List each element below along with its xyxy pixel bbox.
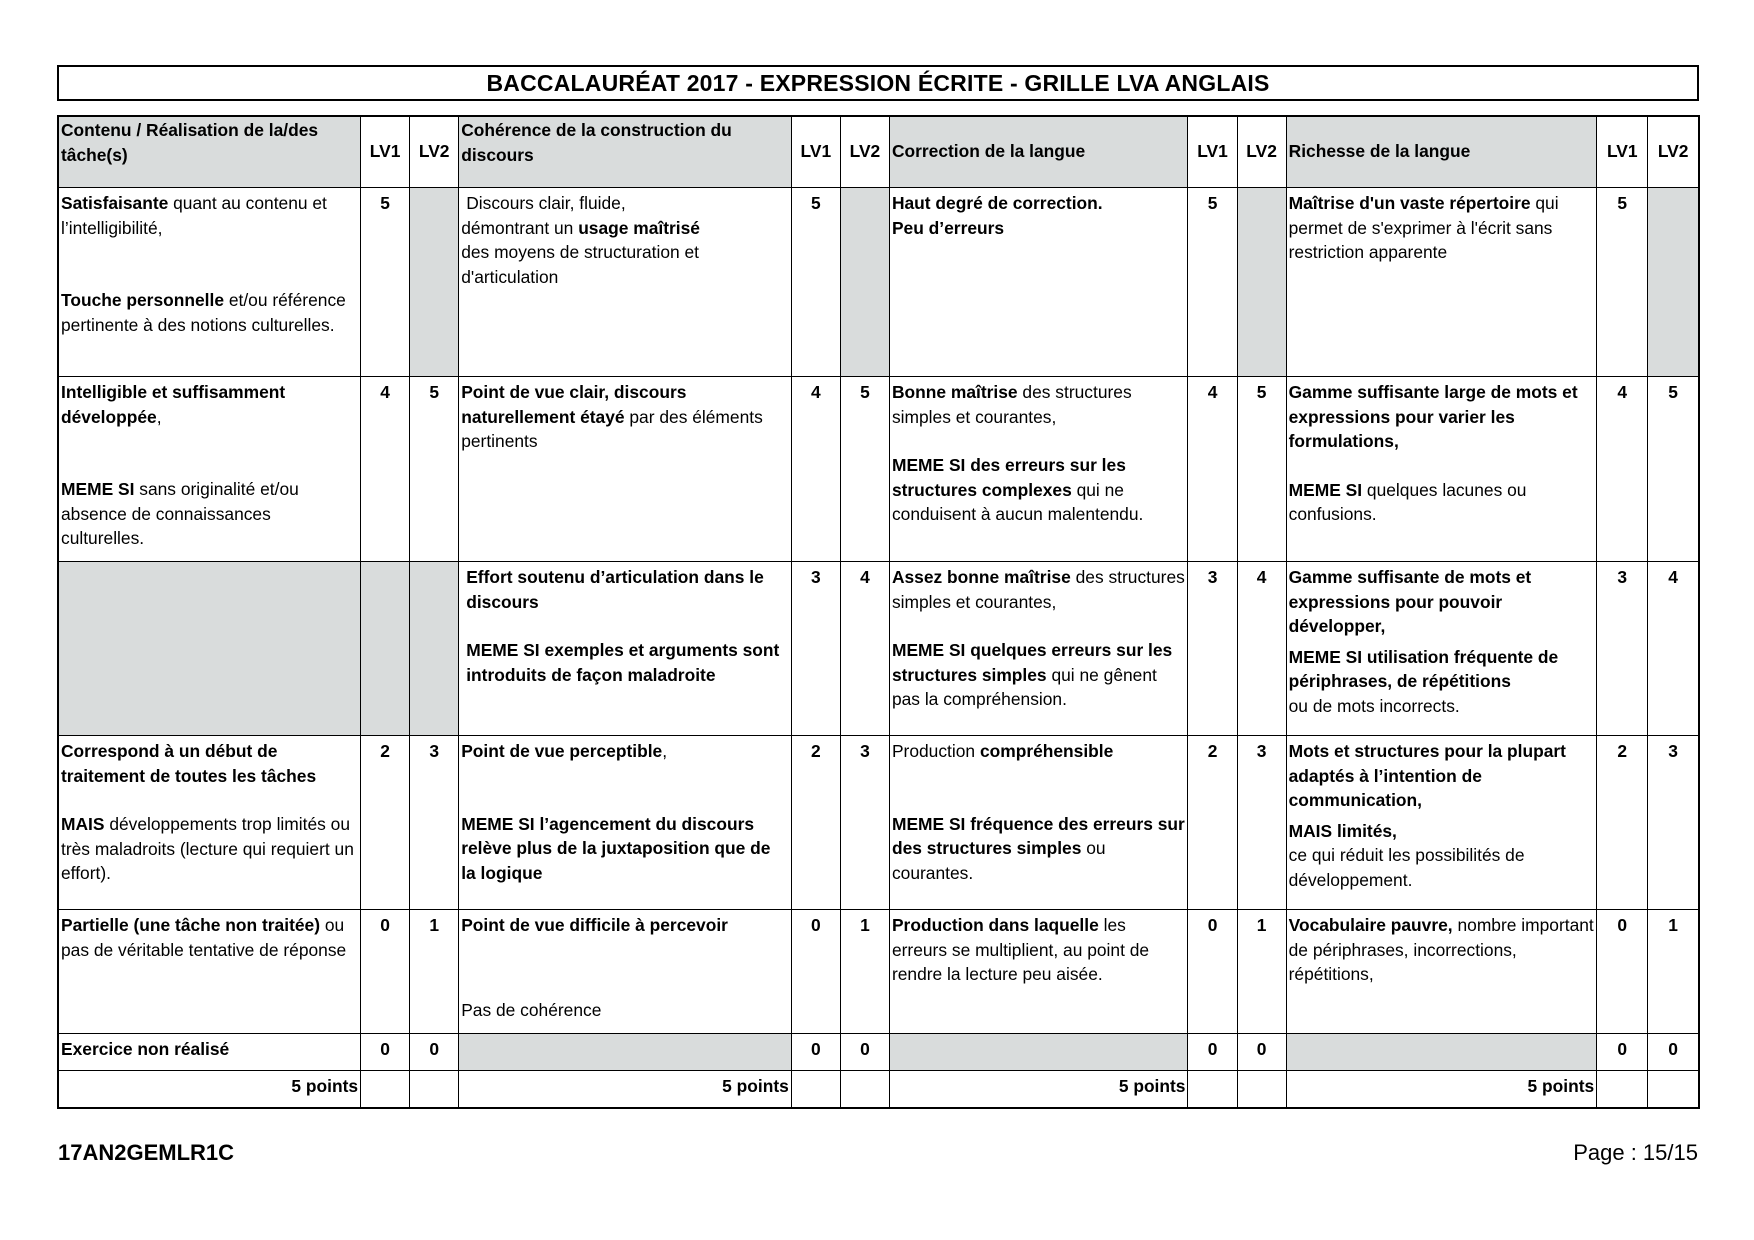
empty-cell [361, 562, 410, 736]
table-row [58, 377, 1699, 562]
criterion-cell: Point de vue clair, discours naturellement étayé par des éléments pertinents [459, 377, 792, 562]
score-lv2: 4 [1237, 562, 1286, 736]
empty-cell [1286, 1034, 1597, 1071]
score-lv2: 0 [410, 1034, 459, 1071]
header-correction: Correction de la langue [889, 116, 1188, 188]
criterion-cell: Discours clair, fluide, démontrant un usage maîtrisé des moyens de structuration et d'articulation [459, 188, 792, 377]
header-lv1: LV1 [361, 116, 410, 188]
total-points: 5 points [889, 1071, 1188, 1108]
empty-cell [58, 562, 361, 736]
criterion-cell: Correspond à un début de traitement de toutes les tâches MAIS développements trop limités ou très maladroits (lecture qui requiert un effort). [58, 736, 361, 910]
header-lv2: LV2 [1648, 116, 1699, 188]
criterion-cell: Gamme suffisante de mots et expressions pour pouvoir développer, MEME SI utilisation fréquente de périphrases, de répétitions ou de mots incorrects. [1286, 562, 1597, 736]
score-lv2: 5 [840, 377, 889, 562]
header-coherence: Cohérence de la construction du discours [459, 116, 792, 188]
total-points: 5 points [1286, 1071, 1597, 1108]
criterion-cell: Bonne maîtrise des structures simples et courantes, MEME SI des erreurs sur les structures complexes qui ne conduisent à aucun malentendu. [889, 377, 1188, 562]
table-row [58, 562, 1699, 736]
criterion-cell: Satisfaisante quant au contenu et l’intelligibilité, Touche personnelle et/ou référence pertinente à des notions culturelles. [58, 188, 361, 377]
page-number: Page : 15/15 [1573, 1140, 1698, 1165]
score-lv2: 3 [1237, 736, 1286, 910]
empty-cell [1648, 1071, 1699, 1108]
score-lv2: 4 [1648, 562, 1699, 736]
score-lv1: 0 [1597, 910, 1648, 1034]
score-lv1: 0 [1597, 1034, 1648, 1071]
table-row [58, 736, 1699, 910]
empty-cell [410, 1071, 459, 1108]
criterion-cell: Production compréhensible MEME SI fréquence des erreurs sur des structures simples ou courantes. [889, 736, 1188, 910]
header-lv1: LV1 [1597, 116, 1648, 188]
score-lv2: 3 [1648, 736, 1699, 910]
header-contenu: Contenu / Réalisation de la/des tâche(s) [58, 116, 361, 188]
score-lv1: 0 [1188, 1034, 1237, 1071]
score-lv2 [410, 188, 459, 377]
score-lv2: 1 [1648, 910, 1699, 1034]
page-title: BACCALAURÉAT 2017 - EXPRESSION ÉCRITE - GRILLE LVA ANGLAIS [57, 65, 1699, 101]
score-lv1: 5 [1188, 188, 1237, 377]
score-lv1: 5 [791, 188, 840, 377]
score-lv1: 0 [791, 1034, 840, 1071]
empty-cell [840, 1071, 889, 1108]
score-lv1: 0 [361, 910, 410, 1034]
empty-cell [1188, 1071, 1237, 1108]
criterion-cell: Production dans laquelle les erreurs se multiplient, au point de rendre la lecture peu aisée. [889, 910, 1188, 1034]
empty-cell [791, 1071, 840, 1108]
header-richesse: Richesse de la langue [1286, 116, 1597, 188]
criterion-cell: Vocabulaire pauvre, nombre important de périphrases, incorrections, répétitions, [1286, 910, 1597, 1034]
score-lv2 [1237, 188, 1286, 377]
criterion-cell: Gamme suffisante large de mots et expressions pour varier les formulations, MEME SI quelques lacunes ou confusions. [1286, 377, 1597, 562]
criterion-cell: Mots et structures pour la plupart adaptés à l’intention de communication, MAIS limités, ce qui réduit les possibilités de développement. [1286, 736, 1597, 910]
score-lv2: 1 [840, 910, 889, 1034]
header-lv1: LV1 [791, 116, 840, 188]
criterion-cell: Partielle (une tâche non traitée) ou pas de véritable tentative de réponse [58, 910, 361, 1034]
score-lv2: 5 [1648, 377, 1699, 562]
score-lv2: 5 [410, 377, 459, 562]
score-lv1: 4 [1188, 377, 1237, 562]
criterion-cell: Assez bonne maîtrise des structures simples et courantes, MEME SI quelques erreurs sur les structures simples qui ne gênent pas la compréhension. [889, 562, 1188, 736]
score-lv1: 5 [1597, 188, 1648, 377]
empty-cell [459, 1034, 792, 1071]
score-lv1: 0 [361, 1034, 410, 1071]
table-row [58, 1034, 1699, 1071]
criterion-cell: Haut degré de correction. Peu d’erreurs [889, 188, 1188, 377]
empty-cell [889, 1034, 1188, 1071]
score-lv1: 3 [1597, 562, 1648, 736]
empty-cell [361, 1071, 410, 1108]
total-points: 5 points [58, 1071, 361, 1108]
total-points: 5 points [459, 1071, 792, 1108]
document-code: 17AN2GEMLR1C [58, 1140, 235, 1165]
score-lv1: 4 [791, 377, 840, 562]
criterion-cell: Exercice non réalisé [58, 1034, 361, 1071]
totals-row [58, 1071, 1699, 1108]
score-lv2: 5 [1237, 377, 1286, 562]
score-lv1: 5 [361, 188, 410, 377]
empty-cell [410, 562, 459, 736]
header-lv2: LV2 [410, 116, 459, 188]
score-lv1: 2 [361, 736, 410, 910]
score-lv2: 1 [1237, 910, 1286, 1034]
empty-cell [1597, 1071, 1648, 1108]
score-lv1: 2 [1188, 736, 1237, 910]
score-lv1: 2 [791, 736, 840, 910]
table-row [58, 188, 1699, 377]
criterion-cell: Maîtrise d'un vaste répertoire qui permet de s'exprimer à l'écrit sans restriction apparente [1286, 188, 1597, 377]
score-lv2: 1 [410, 910, 459, 1034]
score-lv1: 3 [791, 562, 840, 736]
score-lv2: 0 [1237, 1034, 1286, 1071]
score-lv1: 0 [791, 910, 840, 1034]
criterion-cell: Point de vue difficile à percevoir Pas de cohérence [459, 910, 792, 1034]
score-lv2: 4 [840, 562, 889, 736]
score-lv1: 4 [361, 377, 410, 562]
score-lv2: 0 [1648, 1034, 1699, 1071]
header-lv2: LV2 [840, 116, 889, 188]
header-row [58, 116, 1699, 188]
criterion-cell: Effort soutenu d’articulation dans le discours MEME SI exemples et arguments sont introduits de façon maladroite [459, 562, 792, 736]
score-lv1: 2 [1597, 736, 1648, 910]
score-lv1: 3 [1188, 562, 1237, 736]
score-lv1: 0 [1188, 910, 1237, 1034]
score-lv2 [840, 188, 889, 377]
header-lv1: LV1 [1188, 116, 1237, 188]
score-lv2: 3 [840, 736, 889, 910]
criterion-cell: Point de vue perceptible, MEME SI l’agencement du discours relève plus de la juxtaposition que de la logique [459, 736, 792, 910]
score-lv2 [1648, 188, 1699, 377]
table-row [58, 910, 1699, 1034]
grading-grid [57, 115, 1700, 1109]
score-lv2: 3 [410, 736, 459, 910]
empty-cell [1237, 1071, 1286, 1108]
score-lv1: 4 [1597, 377, 1648, 562]
criterion-cell: Intelligible et suffisamment développée, MEME SI sans originalité et/ou absence de connaissances culturelles. [58, 377, 361, 562]
header-lv2: LV2 [1237, 116, 1286, 188]
score-lv2: 0 [840, 1034, 889, 1071]
